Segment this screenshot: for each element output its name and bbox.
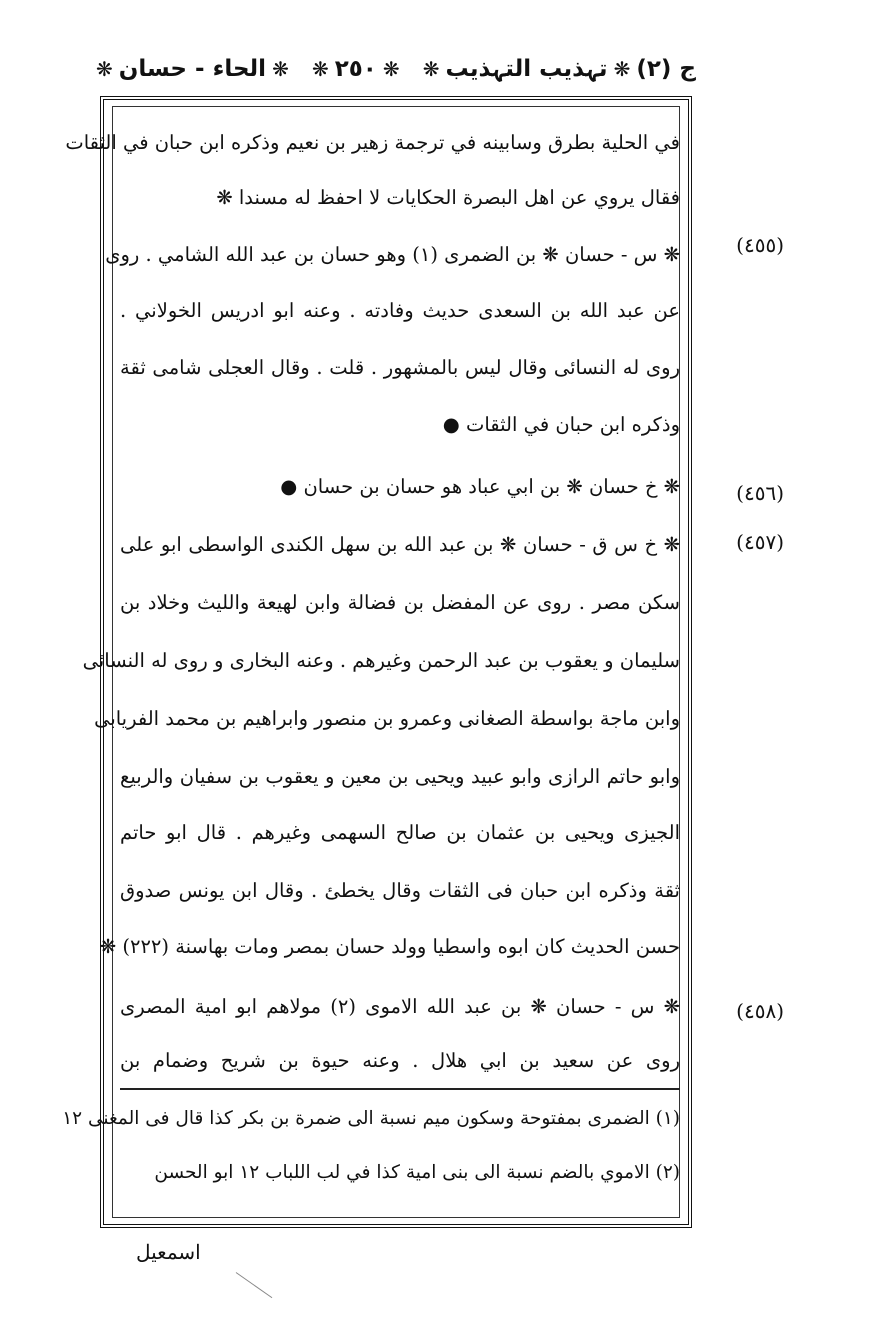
- ornament-icon: ❋: [613, 57, 631, 81]
- entry-number: (٤٥٥): [736, 233, 784, 257]
- text-line: وابو حاتم الرازى وابو عبيد ويحيى بن معين و يعقوب بن سفيان والربيع: [120, 765, 680, 788]
- page-number: ٢٥٠: [334, 56, 377, 82]
- entry-number: (٤٥٦): [736, 481, 784, 505]
- text-line: فقال يروي عن اهل البصرة الحكايات لا احفظ له مسندا ❋: [216, 186, 680, 209]
- catchword: اسمعيل: [136, 1240, 201, 1264]
- footnote: (١) الضمرى بمفتوحة وسكون ميم نسبة الى ضمرة بن بكر كذا قال فى المغنى ١٢: [62, 1108, 680, 1129]
- ornament-icon: ❋: [311, 57, 329, 81]
- text-line: وابن ماجة بواسطة الصغانى وعمرو بن منصور وابراهيم بن محمد الفريابى: [94, 707, 680, 730]
- text-line: ❋ س - حسان ❋ بن الضمرى (١) وهو حسان بن عبد الله الشامي . روى: [105, 243, 680, 266]
- ornament-icon: ❋: [96, 57, 113, 81]
- header-page-segment: [312, 56, 400, 82]
- ornament-icon: ❋: [422, 57, 440, 81]
- footnote-separator: [120, 1088, 680, 1090]
- text-line: ثقة وذكره ابن حبان فى الثقات وقال يخطئ . وقال ابن يونس صدوق: [120, 879, 680, 902]
- text-line: حسن الحديث كان ابوه واسطيا وولد حسان بمصر ومات بهاسنة (٢٢٢) ❋: [99, 935, 680, 958]
- text-line: ❋ خ حسان ❋ بن ابي عباد هو حسان بن حسان ●: [280, 475, 680, 498]
- pen-stroke: [236, 1272, 273, 1298]
- book-title: تہذیب التہذیب: [445, 56, 608, 82]
- text-line: ❋ س - حسان ❋ بن عبد الله الاموى (٢) مولاهم ابو امية المصرى: [120, 995, 680, 1018]
- header-volume-segment: [423, 56, 696, 82]
- text-line: الجيزى ويحيى بن عثمان بن صالح السهمى وغيرهم . قال ابو حاتم: [120, 821, 680, 844]
- entry-number: (٤٥٧): [736, 530, 784, 554]
- text-line: عن عبد الله بن السعدى حديث وفادته . وعنه ابو ادريس الخولاني .: [120, 299, 680, 322]
- text-line: سليمان و يعقوب بن عبد الرحمن وغيرهم . وعنه البخارى و روى له النسائى: [82, 649, 680, 672]
- text-line: في الحلية بطرق وسابينه في ترجمة زهير بن نعيم وذكره ابن حبان في الثقات: [65, 131, 680, 154]
- text-line: وذكره ابن حبان في الثقات ●: [442, 413, 680, 436]
- footnote: (٢) الاموي بالضم نسبة الى بنى امية كذا في لب اللباب ١٢ ابو الحسن: [154, 1162, 680, 1183]
- text-line: سكن مصر . روى عن المفضل بن فضالة وابن لهيعة والليث وخلاد بن: [120, 591, 680, 614]
- header-section-segment: [96, 56, 289, 82]
- running-header: [96, 46, 696, 92]
- entry-number: (٤٥٨): [736, 999, 784, 1023]
- text-line: روى عن سعيد بن ابي هلال . وعنه حيوة بن شريح وضمام بن: [120, 1049, 680, 1072]
- ornament-icon: ❋: [382, 57, 400, 81]
- ornament-icon: ❋: [272, 57, 289, 81]
- text-line: روى له النسائى وقال ليس بالمشهور . قلت . وقال العجلى شامى ثقة: [120, 356, 680, 379]
- section-title: الحاء - حسان: [118, 56, 267, 82]
- volume-label: ج (٢): [636, 56, 696, 82]
- text-line: ❋ خ س ق - حسان ❋ بن عبد الله بن سهل الكندى الواسطى ابو على: [120, 533, 680, 556]
